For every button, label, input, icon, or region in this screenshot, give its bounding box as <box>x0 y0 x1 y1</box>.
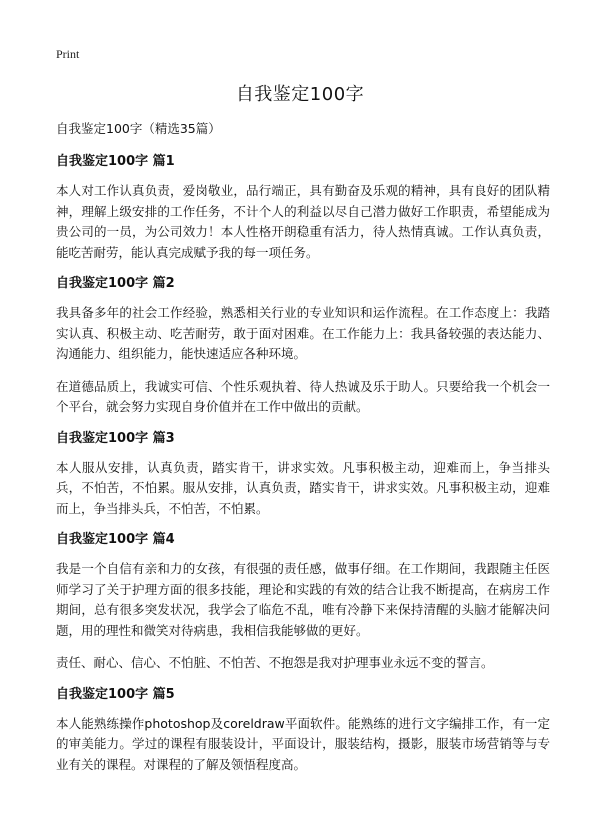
section-heading: 自我鉴定100字 篇4 <box>56 532 175 547</box>
section-3 <box>56 430 550 520</box>
section-1 <box>56 153 550 263</box>
page-title: 自我鉴定100字 <box>235 84 365 105</box>
section-paragraph: 本人能熟练操作photoshop及coreldraw平面软件。能熟练的进行文字编排工作，有一定的审美能力。学过的课程有服装设计，平面设计，服装结构，摄影，服装市场营销等与专业有关的课程。对课程的了解及领悟程度高。 <box>56 715 550 772</box>
section-heading: 自我鉴定100字 篇1 <box>56 154 175 169</box>
section-paragraph: 本人服从安排，认真负责，踏实肯干，讲求实效。凡事积极主动，迎难而上，争当排头兵，不怕苦，不怕累。服从安排，认真负责，踏实肯干，讲求实效。凡事积极主动，迎难而上，争当排头兵，不怕苦，不怕累。 <box>56 459 550 516</box>
section-5 <box>56 686 550 776</box>
section-heading: 自我鉴定100字 篇3 <box>56 430 175 446</box>
intro-text: 自我鉴定100字（精选35篇） <box>56 121 221 136</box>
section-paragraph: 责任、耐心、信心、不怕脏、不怕苦、不抱怨是我对护理事业永远不变的誓言。 <box>56 655 494 670</box>
print-link[interactable]: Print <box>56 47 80 61</box>
section-paragraph: 我具备多年的社会工作经验，熟悉相关行业的专业知识和运作流程。在工作态度上：我踏实认真、积极主动、吃苦耐劳，敢于面对困难。在工作能力上：我具备较强的表达能力、沟通能力、组织能力，能快速适应各种环境。 <box>56 305 550 361</box>
section-heading: 自我鉴定100字 篇2 <box>56 276 175 291</box>
section-paragraph: 本人对工作认真负责，爱岗敬业，品行端正，具有勤奋及乐观的精神，具有良好的团队精神，理解上级安排的工作任务，不计个人的利益以尽自己潜力做好工作职责，希望能成为贵公司的一员，为公司效力！本人性格开朗稳重有活力，待人热情真诚。工作认真负责，能吃苦耐劳，能认真完成赋予我的每一项任务。 <box>56 183 550 260</box>
section-paragraph: 我是一个自信有亲和力的女孩，有很强的责任感，做事仔细。在工作期间，我跟随主任医师学习了关于护理方面的很多技能，理论和实践的有效的结合让我不断提高，在病房工作期间，总有很多突发状况，我学会了临危不乱，唯有冷静下来保持清醒的头脑才能解决问题，用的理性和微笑对待病患，我相信我能够做的更好。 <box>56 561 550 638</box>
section-4 <box>56 531 550 674</box>
section-2 <box>56 275 550 418</box>
document-body <box>56 120 550 787</box>
section-paragraph: 在道德品质上，我诚实可信、个性乐观执着、待人热诚及乐于助人。只要给我一个机会一个平台，就会努力实现自身价值并在工作中做出的贡献。 <box>56 378 550 414</box>
section-heading: 自我鉴定100字 篇5 <box>56 686 175 702</box>
